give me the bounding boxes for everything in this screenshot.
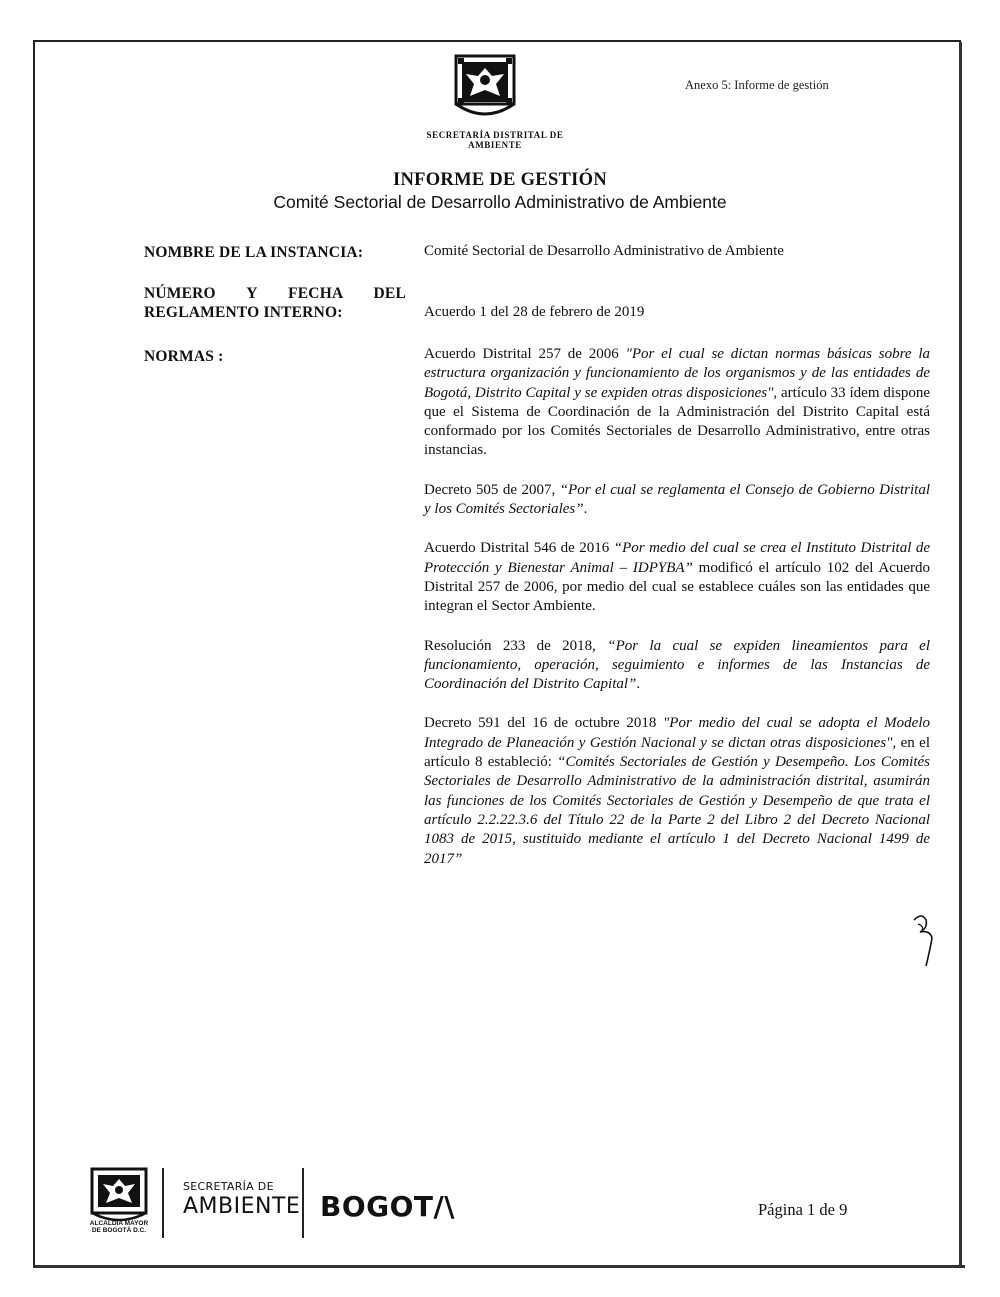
instance-label: NOMBRE DE LA INSTANCIA: [144,244,364,261]
page-border-shadow-right [959,42,962,1268]
norm-paragraph: Decreto 505 de 2007, “Por el cual se reglamenta el Consejo de Gobierno Distrital y los Comités Sectoriales”. [424,481,930,518]
alcaldia-label-line2: DE BOGOTÁ D.C. [91,1227,147,1234]
secretariat-name: AMBIENTE [183,1194,301,1219]
annex-label: Anexo 5: Informe de gestión [685,78,829,92]
regulation-label-line1: NÚMERO Y FECHA DEL [144,285,406,302]
header-organization [380,130,610,150]
document-subtitle: Comité Sectorial de Desarrollo Administrativo de Ambiente [273,192,727,212]
norm-paragraph: Acuerdo Distrital 257 de 2006 "Por el cual se dictan normas básicas sobre la estructura organización y funcionamiento de los organismos y de las entidades de Bogotá, Distrito Capital y se expiden otras disposiciones", artículo 33 ídem dispone que el Sistema de Coordinación de la Administración del Distrito Capital está conformado por los Comités Sectoriales de Desarrollo Administrativo, entre otras instancias. [424,346,931,459]
instance-value: Comité Sectorial de Desarrollo Administrativo de Ambiente [424,243,784,259]
document-title: INFORME DE GESTIÓN [392,170,608,190]
regulation-value: Acuerdo 1 del 28 de febrero de 2019 [424,304,645,320]
header-organization-line1: SECRETARÍA DISTRITAL DE [426,130,564,140]
norm-paragraph: Resolución 233 de 2018, “Por la cual se expiden lineamientos para el funcionamiento, operación, seguimiento e informes de las Instancias de Coordinación del Distrito Capital”. [424,637,930,693]
alcaldia-label-line1: ALCALDÍA MAYOR [89,1220,149,1227]
header-organization-line2: AMBIENTE [468,140,522,150]
norm-paragraph: Acuerdo Distrital 546 de 2016 “Por medio del cual se crea el Instituto Distrital de Protección y Bienestar Animal – IDPYBA” modificó el artículo 102 del Acuerdo Distrital 257 de 2006, por medio del cual se establece cuáles son las entidades que integran el Sector Ambiente. [424,540,930,615]
bogota-brand-logo: BOGOT/\ [320,1190,455,1223]
norms-list [424,345,930,889]
secretariat-label: SECRETARÍA DE [183,1180,274,1193]
page-border-shadow-bottom [33,1265,965,1268]
bogota-coat-of-arms-icon [452,54,518,120]
norm-paragraph: Decreto 591 del 16 de octubre 2018 "Por medio del cual se adopta el Modelo Integrado de Planeación y Gestión Nacional y se dictan otras disposiciones", en el artículo 8 estableció: “Comités Sectoriales de Gestión y Desempeño. Los Comités Sectoriales de Desarrollo Administrativo de la administración distrital, asumirán las funciones de los Comités Sectoriales de Gestión y Desempeño de que trata el artículo 2.2.22.3.6 del Título 22 de la Parte 2 del Libro 2 del Decreto Nacional 1083 de 2015, sustituido mediante el artículo 1 del Decreto Nacional 1499 de 2017” [424,715,930,867]
footer-divider [162,1168,164,1238]
footer-divider [302,1168,304,1238]
regulation-label-line2: REGLAMENTO INTERNO: [144,304,343,321]
norms-label: NORMAS : [144,348,224,365]
handwritten-initial-signature [900,910,950,970]
page-number: Página 1 de 9 [758,1200,848,1219]
regulation-label [144,284,406,322]
alcaldia-label [64,1220,174,1234]
